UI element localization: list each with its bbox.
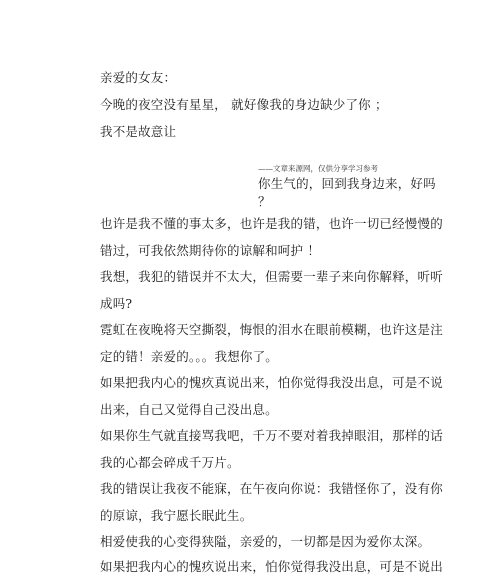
paragraph-7-line-1: 相爱使我的心变得狭隘，亲爱的，一切都是因为爱你太深。 <box>100 534 431 549</box>
paragraph-5-line-2: 我的心都会碎成千万片。 <box>100 455 240 470</box>
paragraph-1-line-1: 也许是我不懂的事太多，也许是我的错，也许一切已经慢慢的 <box>100 216 443 231</box>
paragraph-6-line-1: 我的错误让我夜不能寐，在午夜向你说：我错怪你了，没有你 <box>100 481 443 496</box>
source-watermark: ——文章来源网，仅供分享学习参考 <box>258 164 378 173</box>
paragraph-7-line-2: 如果把我内心的愧疚说出来，怕你觉得我没出息，可是不说出 <box>100 559 443 574</box>
paragraph-3-line-2: 定的错！亲爱的。。。我想你了。 <box>100 349 279 364</box>
paragraph-2-line-2: 成吗? <box>100 296 133 311</box>
side-line-1: 你生气的，回到我身边来，好吗 <box>258 176 436 191</box>
intro-line-2: 我不是故意让 <box>100 124 177 139</box>
paragraph-3-line-1: 霓虹在夜晚将天空撕裂，悔恨的泪水在眼前模糊，也许这是注 <box>100 322 443 337</box>
paragraph-1-line-2: 错过，可我依然期待你的谅解和呵护 ！ <box>100 243 321 258</box>
paragraph-4-line-2: 出来，自己又觉得自己没出息。 <box>100 402 278 417</box>
salutation: 亲爱的女友： <box>100 70 177 85</box>
paragraph-5-line-1: 如果你生气就直接骂我吧，千万不要对着我掉眼泪，那样的话 <box>100 428 443 443</box>
paragraph-4-line-1: 如果把我内心的愧疚真说出来，怕你觉得我没出息，可是不说 <box>100 375 443 390</box>
paragraph-6-line-2: 的原谅，我宁愿长眠此生。 <box>100 508 253 523</box>
paragraph-2-line-1: 我想，我犯的错误并不太大，但需要一辈子来向你解释，听听 <box>100 269 443 284</box>
side-line-2: ？ <box>258 194 271 209</box>
intro-line-1: 今晚的夜空没有星星， 就好像我的身边缺少了你 ； <box>100 97 388 112</box>
